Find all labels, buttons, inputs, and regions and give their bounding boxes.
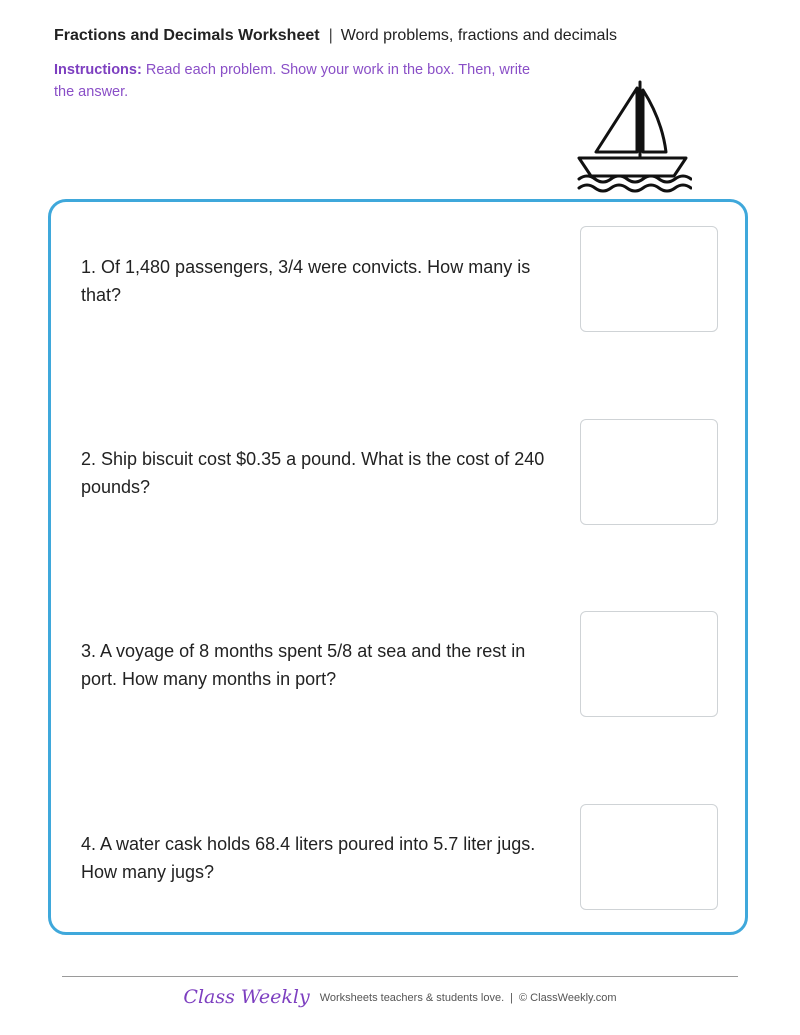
worksheet-header [54, 27, 617, 45]
worksheet-title: Fractions and Decimals Worksheet [54, 27, 320, 44]
problem-2: 2. Ship biscuit cost $0.35 a pound. What is the cost of 240 pounds? [81, 449, 545, 497]
footer [0, 986, 800, 1008]
answer-box-2[interactable] [580, 419, 718, 525]
brand-logo: Class Weekly [183, 986, 310, 1008]
instructions-text: Read each problem. Show your work in the box. Then, write the answer. [54, 62, 531, 100]
answer-box-1[interactable] [580, 226, 718, 332]
footer-copyright: © ClassWeekly.com [519, 992, 617, 1004]
problem-3: 3. A voyage of 8 months spent 5/8 at sea and the rest in port. How many months in port? [81, 641, 526, 689]
worksheet-subtitle: Word problems, fractions and decimals [340, 27, 617, 44]
footer-divider [62, 976, 738, 977]
problem-1: 1. Of 1,480 passengers, 3/4 were convicts. How many is that? [81, 257, 531, 305]
sailboat-icon [574, 78, 692, 196]
instructions-label: Instructions: [54, 62, 142, 78]
header-separator: | [328, 27, 333, 44]
answer-box-3[interactable] [580, 611, 718, 717]
footer-tagline: Worksheets teachers & students love. [319, 992, 505, 1004]
problem-4: 4. A water cask holds 68.4 liters poured into 5.7 liter jugs. How many jugs? [81, 834, 536, 882]
answer-box-4[interactable] [580, 804, 718, 910]
instructions [54, 59, 534, 103]
footer-separator: | [510, 992, 514, 1004]
